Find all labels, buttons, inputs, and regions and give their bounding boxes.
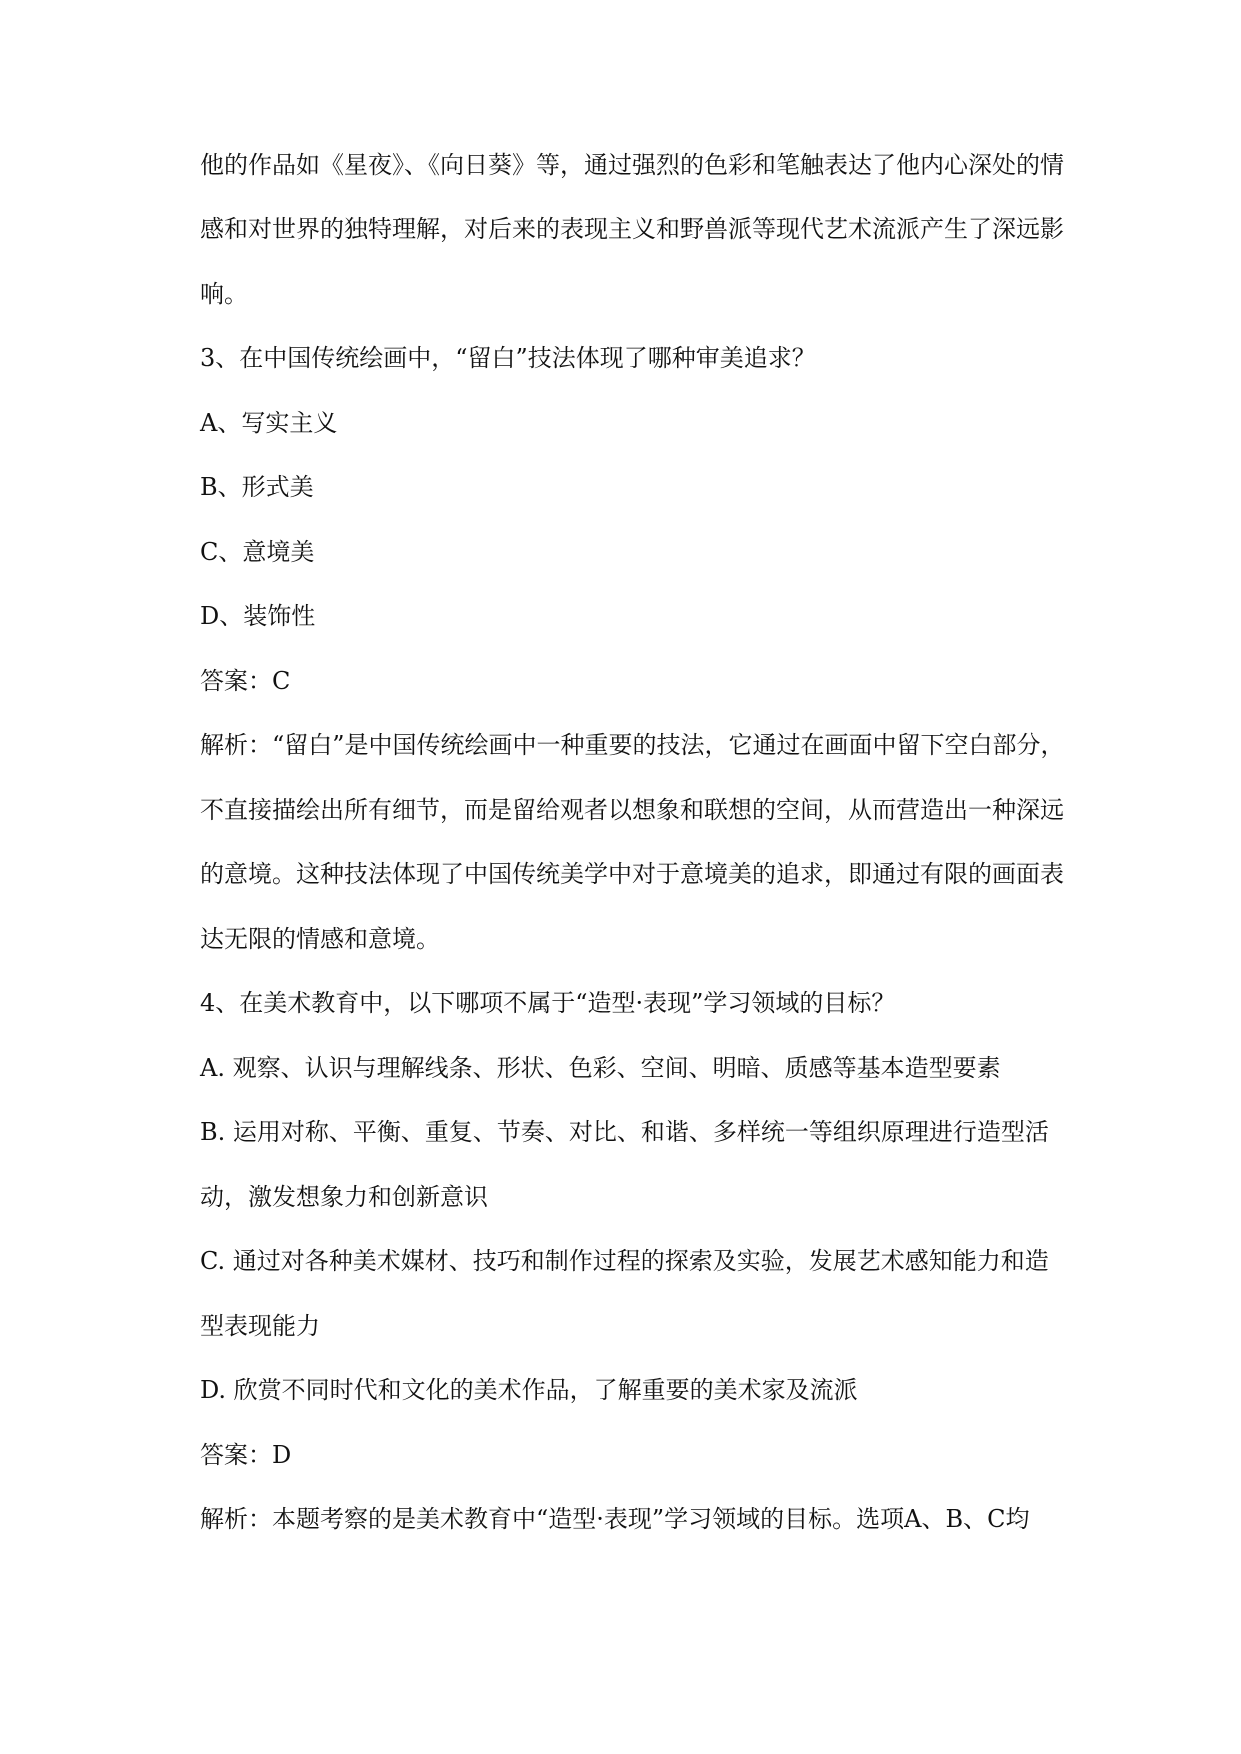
question-3-option-c: C、意境美 xyxy=(200,538,315,566)
question-4-stem: 4、在美术教育中，以下哪项不属于“造型·表现”学习领域的目标？ xyxy=(200,989,896,1017)
question-3-stem: 3、在中国传统绘画中，“留白”技法体现了哪种审美追求？ xyxy=(200,344,816,372)
question-3-answer: 答案：C xyxy=(200,667,291,695)
question-3-option-a: A、写实主义 xyxy=(200,409,338,437)
question-3-explanation-line: 达无限的情感和意境。 xyxy=(200,925,440,953)
question-3-option-b: B、形式美 xyxy=(200,473,314,501)
question-4-option-d: D. 欣赏不同时代和文化的美术作品，了解重要的美术家及流派 xyxy=(200,1376,858,1404)
question-4-explanation-line: 解析：本题考察的是美术教育中“造型·表现”学习领域的目标。选项A、B、C均 xyxy=(200,1505,1030,1533)
question-4-option-c: C. 通过对各种美术媒材、技巧和制作过程的探索及实验，发展艺术感知能力和造 xyxy=(200,1247,1049,1275)
question-3-explanation-line: 不直接描绘出所有细节，而是留给观者以想象和联想的空间，从而营造出一种深远 xyxy=(200,796,1064,824)
paragraph-line: 感和对世界的独特理解，对后来的表现主义和野兽派等现代艺术流派产生了深远影 xyxy=(200,215,1064,243)
paragraph-line: 他的作品如《星夜》、《向日葵》等，通过强烈的色彩和笔触表达了他内心深处的情 xyxy=(200,151,1064,179)
question-3-explanation-line: 解析：“留白”是中国传统绘画中一种重要的技法，它通过在画面中留下空白部分， xyxy=(200,731,1065,759)
question-4-answer: 答案：D xyxy=(200,1441,292,1469)
question-4-option-a: A. 观察、认识与理解线条、形状、色彩、空间、明暗、质感等基本造型要素 xyxy=(200,1054,1001,1082)
question-4-option-c-cont: 型表现能力 xyxy=(200,1312,320,1340)
question-4-option-b: B. 运用对称、平衡、重复、节奏、对比、和谐、多样统一等组织原理进行造型活 xyxy=(200,1118,1049,1146)
question-4-option-b-cont: 动，激发想象力和创新意识 xyxy=(200,1183,488,1211)
question-3-explanation-line: 的意境。这种技法体现了中国传统美学中对于意境美的追求，即通过有限的画面表 xyxy=(200,860,1064,888)
paragraph-line: 响。 xyxy=(200,280,248,308)
question-3-option-d: D、装饰性 xyxy=(200,602,316,630)
